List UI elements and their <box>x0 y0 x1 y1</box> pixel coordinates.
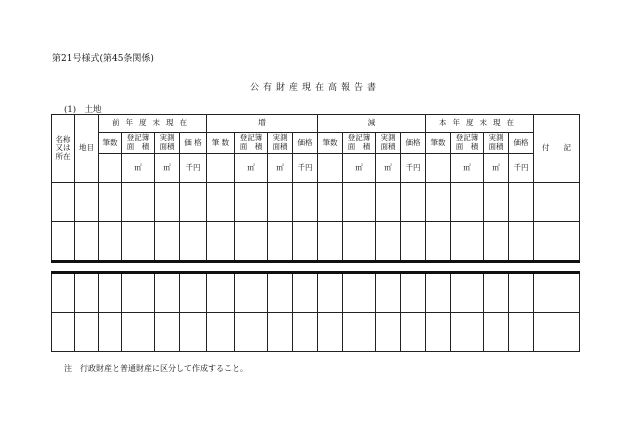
header-measured-area: 実測 面積 <box>376 133 401 154</box>
form-number: 第21号様式(第45条関係) <box>52 54 154 64</box>
unit-area: ㎡ <box>155 154 180 183</box>
table-row <box>52 183 580 222</box>
header-measured-area: 実測 面積 <box>484 133 509 154</box>
unit-area: ㎡ <box>122 154 155 183</box>
header-price: 価格 <box>401 133 426 154</box>
header-count: 筆数 <box>426 133 451 154</box>
footnote: 注 行政財産と普通財産に区分して作成すること。 <box>64 364 248 373</box>
header-count: 筆数 <box>99 133 122 154</box>
unit-area: ㎡ <box>484 154 509 183</box>
header-price: 価格 <box>509 133 534 154</box>
table-row <box>52 273 580 313</box>
unit-yen: 千円 <box>509 154 534 183</box>
header-decrease: 減 <box>318 115 426 133</box>
header-name-location: 名称 又は 所在 <box>52 115 75 183</box>
header-price: 価 格 <box>180 133 207 154</box>
table-row <box>52 222 580 262</box>
header-land-category: 地目 <box>75 115 99 183</box>
header-registry-area: 登記簿 面 積 <box>451 133 484 154</box>
header-increase: 増 <box>207 115 318 133</box>
header-remarks: 付 記 <box>534 115 580 183</box>
unit-yen: 千円 <box>293 154 318 183</box>
unit-yen: 千円 <box>180 154 207 183</box>
header-count: 筆 数 <box>207 133 235 154</box>
header-registry-area: 登記簿 面 積 <box>343 133 376 154</box>
unit-yen: 千円 <box>401 154 426 183</box>
header-registry-area: 登記簿 面 積 <box>235 133 268 154</box>
unit-area: ㎡ <box>451 154 484 183</box>
unit-area: ㎡ <box>376 154 401 183</box>
header-registry-area: 登記簿 面 積 <box>122 133 155 154</box>
unit-area: ㎡ <box>343 154 376 183</box>
unit-area: ㎡ <box>268 154 293 183</box>
header-prev-year-end: 前年度末現在 <box>99 115 207 133</box>
header-measured-area: 実測 面積 <box>155 133 180 154</box>
header-count: 筆数 <box>318 133 343 154</box>
unit-area: ㎡ <box>235 154 268 183</box>
report-title: 公有財産現在高報告書 <box>249 83 380 93</box>
header-measured-area: 実測 面積 <box>268 133 293 154</box>
header-price: 価格 <box>293 133 318 154</box>
section-label: (1) 土地 <box>64 105 102 115</box>
land-report-table <box>51 114 580 352</box>
header-current-year-end: 本年度末現在 <box>426 115 534 133</box>
table-row <box>52 313 580 352</box>
